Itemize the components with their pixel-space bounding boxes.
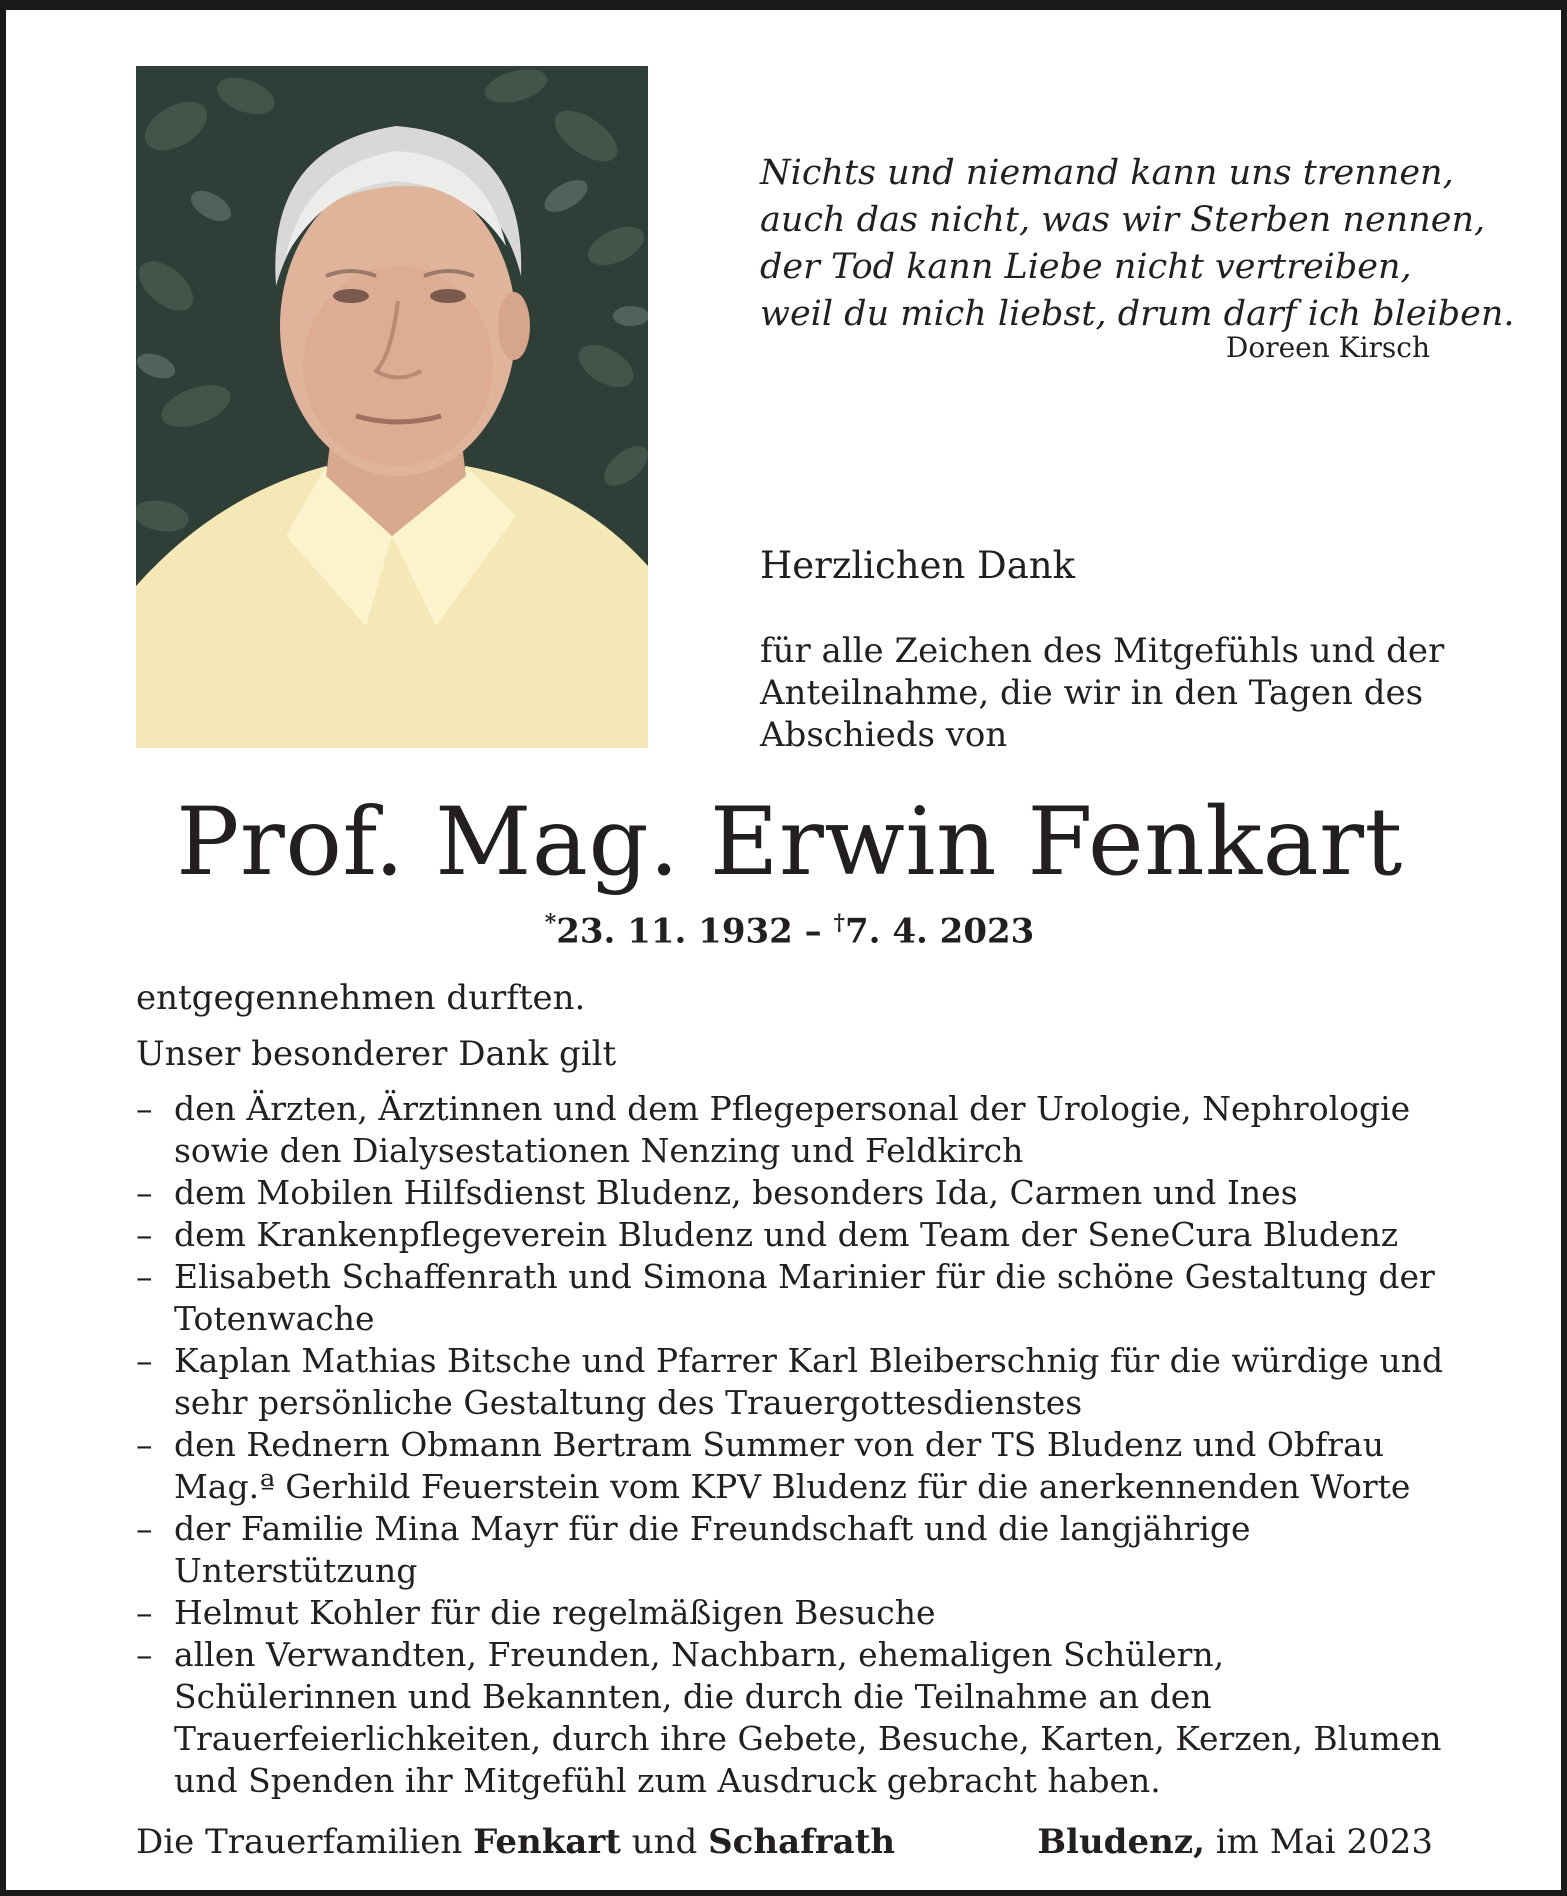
poem-line: weil du mich liebst, drum darf ich bleiben. <box>760 294 1515 334</box>
death-symbol: † <box>833 910 846 936</box>
list-item <box>136 1634 1446 1802</box>
life-dates <box>6 910 1567 951</box>
list-item <box>136 1088 1446 1172</box>
thanks-list <box>136 1088 1446 1802</box>
list-item <box>136 1256 1446 1340</box>
dash: – <box>136 1215 153 1254</box>
deceased-name: Prof. Mag. Erwin Fenkart <box>176 788 1403 897</box>
intro-text: Unser besonderer Dank gilt <box>136 1034 617 1074</box>
list-item-text: dem Krankenpflegeverein Bludenz und dem Team der SeneCura Bludenz <box>174 1215 1399 1254</box>
date: im Mai 2023 <box>1215 1822 1433 1862</box>
signature-families <box>136 1822 895 1862</box>
list-item-text: Kaplan Mathias Bitsche und Pfarrer Karl Bleiberschnig für die würdige und sehr persönliche Gestaltung des Trauergottesdienstes <box>174 1341 1444 1422</box>
dash: – <box>136 1635 153 1674</box>
list-item <box>136 1508 1446 1592</box>
dash: – <box>136 1425 153 1464</box>
place-and-date <box>1037 1822 1433 1862</box>
list-item <box>136 1340 1446 1424</box>
poem-line: der Tod kann Liebe nicht vertreiben, <box>760 247 1412 287</box>
portrait-photo <box>136 66 648 748</box>
list-item-text: Helmut Kohler für die regelmäßigen Besuche <box>174 1593 936 1632</box>
list-item-text: Elisabeth Schaffenrath und Simona Marinier für die schöne Gestaltung der Totenwache <box>174 1257 1435 1338</box>
families-prefix: Die Trauerfamilien <box>136 1822 463 1862</box>
dash: – <box>136 1593 153 1632</box>
dash: – <box>136 1341 153 1380</box>
continuation-text: entgegennehmen durften. <box>136 978 586 1018</box>
family-name: Schafrath <box>708 1822 896 1862</box>
death-date: 7. 4. 2023 <box>845 911 1035 952</box>
list-item-text: der Familie Mina Mayr für die Freundschaft und die langjährige Unterstützung <box>174 1509 1251 1590</box>
dash: – <box>136 1509 153 1548</box>
thanks-heading: Herzlichen Dank <box>760 544 1076 587</box>
poem-author: Doreen Kirsch <box>1225 331 1430 364</box>
list-item <box>136 1172 1446 1214</box>
conjunction: und <box>631 1822 698 1862</box>
dash: – <box>136 1173 153 1212</box>
birth-symbol: * <box>544 910 557 936</box>
thanks-text: für alle Zeichen des Mitgefühls und der Anteilnahme, die wir in den Tagen des Abschieds von <box>760 631 1445 755</box>
list-item <box>136 1592 1446 1634</box>
list-item-text: dem Mobilen Hilfsdienst Bludenz, besonders Ida, Carmen und Ines <box>174 1173 1298 1212</box>
portrait-illustration <box>136 66 648 748</box>
dash: – <box>136 1257 153 1296</box>
list-item <box>136 1214 1446 1256</box>
birth-date: 23. 11. 1932 <box>556 911 793 952</box>
list-item-text: den Ärzten, Ärztinnen und dem Pflegepersonal der Urologie, Nephrologie sowie den Dialysestationen Nenzing und Feldkirch <box>174 1089 1411 1170</box>
list-item-text: allen Verwandten, Freunden, Nachbarn, ehemaligen Schülern, Schülerinnen und Bekannten, die durch die Teilnahme an den Trauerfeierlichkeiten, durch ihre Gebete, Besuche, Karten, Kerzen, Blumen und Spenden ihr Mitgefühl zum Ausdruck gebracht haben. <box>174 1635 1442 1800</box>
poem-line: Nichts und niemand kann uns trennen, <box>760 153 1454 193</box>
list-item <box>136 1424 1446 1508</box>
family-name: Fenkart <box>473 1822 621 1862</box>
poem <box>760 150 1515 338</box>
dash: – <box>136 1089 153 1128</box>
place: Bludenz, <box>1037 1822 1205 1862</box>
date-separator: – <box>792 911 834 952</box>
list-item-text: den Rednern Obmann Bertram Summer von der TS Bludenz und Obfrau Mag.ª Gerhild Feuerstein vom KPV Bludenz für die anerkennenden Worte <box>174 1425 1411 1506</box>
poem-line: auch das nicht, was wir Sterben nennen, <box>760 200 1486 240</box>
